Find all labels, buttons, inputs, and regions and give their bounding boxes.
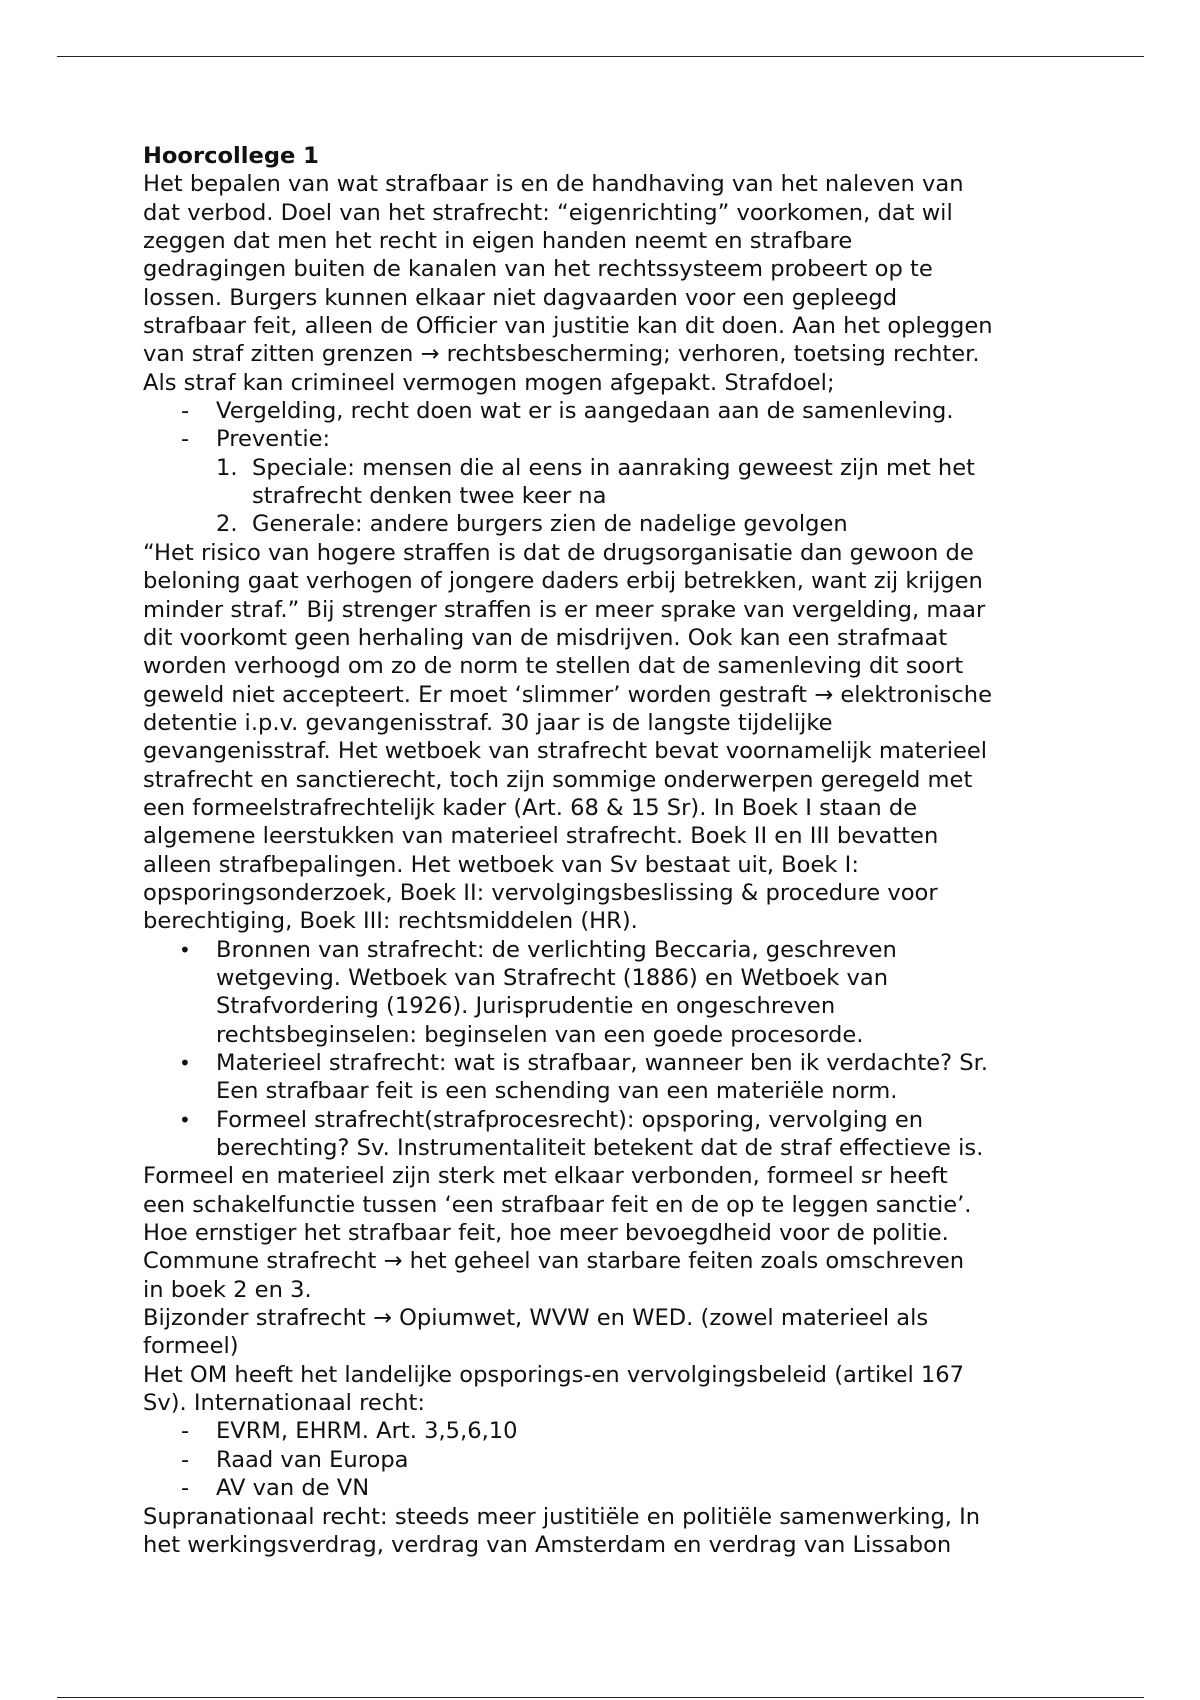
paragraph-4 (143, 1503, 1063, 1560)
header-rule (57, 56, 1144, 57)
text-line: minder straf.” Bij strenger straffen is er meer sprake van vergelding, maar (143, 596, 986, 623)
text-line: gevangenisstraf. Het wetboek van strafrecht bevat voornamelijk materieel (143, 738, 988, 765)
text-line: strafrecht en sanctierecht, toch zijn sommige onderwerpen geregeld met (143, 766, 973, 793)
list-item-text: Generale: andere burgers zien de nadelige gevolgen (252, 511, 848, 538)
bullet-item (143, 1106, 1063, 1134)
bullet-item (143, 936, 1063, 964)
text-line: berechtiging, Boek III: rechtsmiddelen (HR). (143, 908, 638, 935)
text-line: beloning gaat verhogen of jongere daders erbij betrekken, want zij krijgen (143, 568, 983, 595)
text-line: Supranationaal recht: steeds meer justitiële en politiële samenwerking, In (143, 1503, 981, 1530)
list-item (143, 1417, 1063, 1445)
text-line: algemene leerstukken van materieel strafrecht. Boek II en III bevatten (143, 823, 939, 850)
footer-rule (57, 1697, 1144, 1698)
list-item-text: Bronnen van strafrecht: de verlichting Beccaria, geschreven (216, 936, 897, 963)
text-line: gedragingen buiten de kanalen van het rechtssysteem probeert op te (143, 256, 933, 283)
text-line: van straf zitten grenzen → rechtsbescherming; verhoren, toetsing rechter. (143, 341, 980, 368)
text-line: worden verhoogd om zo de norm te stellen dat de samenleving dit soort (143, 653, 964, 680)
list-item (143, 1446, 1063, 1474)
text-line: strafbaar feit, alleen de Officier van justitie kan dit doen. Aan het opleggen (143, 313, 993, 340)
text-line: dit voorkomt geen herhaling van de misdrijven. Ook kan een strafmaat (143, 624, 948, 651)
list-item-text: Raad van Europa (216, 1446, 409, 1473)
bullet-marker: • (179, 1051, 191, 1075)
text-line: geweld niet accepteert. Er moet ‘slimmer’ worden gestraft → elektronische (143, 681, 992, 708)
paragraph-3 (143, 1162, 1063, 1417)
text-line: een schakelfunctie tussen ‘een strafbaar feit en de op te leggen sanctie’. (143, 1191, 972, 1218)
list-item-text: Preventie: (216, 426, 331, 453)
list-item-continuation: rechtsbeginselen: beginselen van een goede procesorde. (216, 1021, 864, 1048)
text-line: formeel) (143, 1333, 239, 1360)
text-line: lossen. Burgers kunnen elkaar niet dagvaarden voor een gepleegd (143, 284, 898, 311)
text-line: in boek 2 en 3. (143, 1276, 312, 1303)
list-item-continuation: Een strafbaar feit is een schending van een materiële norm. (216, 1078, 898, 1105)
text-line: Hoe ernstiger het strafbaar feit, hoe meer bevoegdheid voor de politie. (143, 1220, 949, 1247)
bullet-marker: • (179, 937, 191, 962)
text-line: zeggen dat men het recht in eigen handen neemt en strafbare (143, 228, 853, 255)
intro-paragraph (143, 170, 1063, 397)
paragraph-2 (143, 539, 1063, 936)
text-line: detentie i.p.v. gevangenisstraf. 30 jaar is de langste tijdelijke (143, 709, 833, 736)
strafdoel-list (143, 397, 1063, 454)
bullet-list (143, 936, 1063, 1163)
text-line: Commune strafrecht → het geheel van starbare feiten zoals omschreven (143, 1248, 965, 1275)
text-line: Bijzonder strafrecht → Opiumwet, WVW en WED. (zowel materieel als (143, 1305, 929, 1332)
list-item-continuation: strafrecht denken twee keer na (252, 483, 607, 510)
preventie-list (143, 454, 1063, 539)
numbered-item (143, 510, 1063, 538)
text-line: opsporingsonderzoek, Boek II: vervolgingsbeslissing & procedure voor (143, 879, 938, 906)
list-item (143, 425, 1063, 453)
list-item-text: Vergelding, recht doen wat er is aangedaan aan de samenleving. (216, 398, 954, 425)
text-line: Het bepalen van wat strafbaar is en de handhaving van het naleven van (143, 171, 964, 198)
list-marker: - (181, 426, 190, 453)
document-title: Hoorcollege 1 (143, 143, 319, 169)
list-marker: - (181, 398, 190, 425)
list-item-continuation: Strafvordering (1926). Jurisprudentie en ongeschreven (216, 993, 836, 1020)
list-item-continuation: wetgeving. Wetboek van Strafrecht (1886) en Wetboek van (216, 964, 889, 991)
list-number: 1. (216, 454, 238, 481)
list-item (143, 397, 1063, 425)
text-line: Het OM heeft het landelijke opsporings-en vervolgingsbeleid (artikel 167 (143, 1361, 965, 1388)
text-line: Formeel en materieel zijn sterk met elkaar verbonden, formeel sr heeft (143, 1163, 948, 1190)
list-marker: - (181, 1475, 190, 1502)
text-line: “Het risico van hogere straffen is dat de drugsorganisatie dan gewoon de (143, 539, 974, 566)
list-marker: - (181, 1418, 190, 1445)
list-number: 2. (216, 511, 238, 538)
text-line: een formeelstrafrechtelijk kader (Art. 68 & 15 Sr). In Boek I staan de (143, 794, 918, 821)
list-marker: - (181, 1446, 190, 1473)
text-line: dat verbod. Doel van het strafrecht: “eigenrichting” voorkomen, dat wil (143, 199, 953, 226)
list-item-continuation: berechting? Sv. Instrumentaliteit betekent dat de straf effectieve is. (216, 1135, 984, 1162)
internationaal-list (143, 1417, 1063, 1502)
list-item-text: Materieel strafrecht: wat is strafbaar, wanneer ben ik verdachte? Sr. (216, 1050, 989, 1076)
list-item (143, 1474, 1063, 1502)
text-line: Als straf kan crimineel vermogen mogen afgepakt. Strafdoel; (143, 369, 835, 396)
list-item-text: AV van de VN (216, 1475, 370, 1502)
bullet-marker: • (179, 1107, 191, 1132)
bullet-item (143, 1049, 1063, 1077)
text-line: het werkingsverdrag, verdrag van Amsterdam en verdrag van Lissabon (143, 1531, 952, 1558)
text-line: alleen strafbepalingen. Het wetboek van Sv bestaat uit, Boek I: (143, 851, 859, 878)
list-item-text: EVRM, EHRM. Art. 3,5,6,10 (216, 1418, 518, 1445)
numbered-item (143, 454, 1063, 482)
list-item-text: Formeel strafrecht(strafprocesrecht): opsporing, vervolging en (216, 1106, 924, 1133)
text-line: Sv). Internationaal recht: (143, 1390, 426, 1417)
document-body (143, 142, 1063, 1559)
list-item-text: Speciale: mensen die al eens in aanraking geweest zijn met het (252, 454, 975, 481)
